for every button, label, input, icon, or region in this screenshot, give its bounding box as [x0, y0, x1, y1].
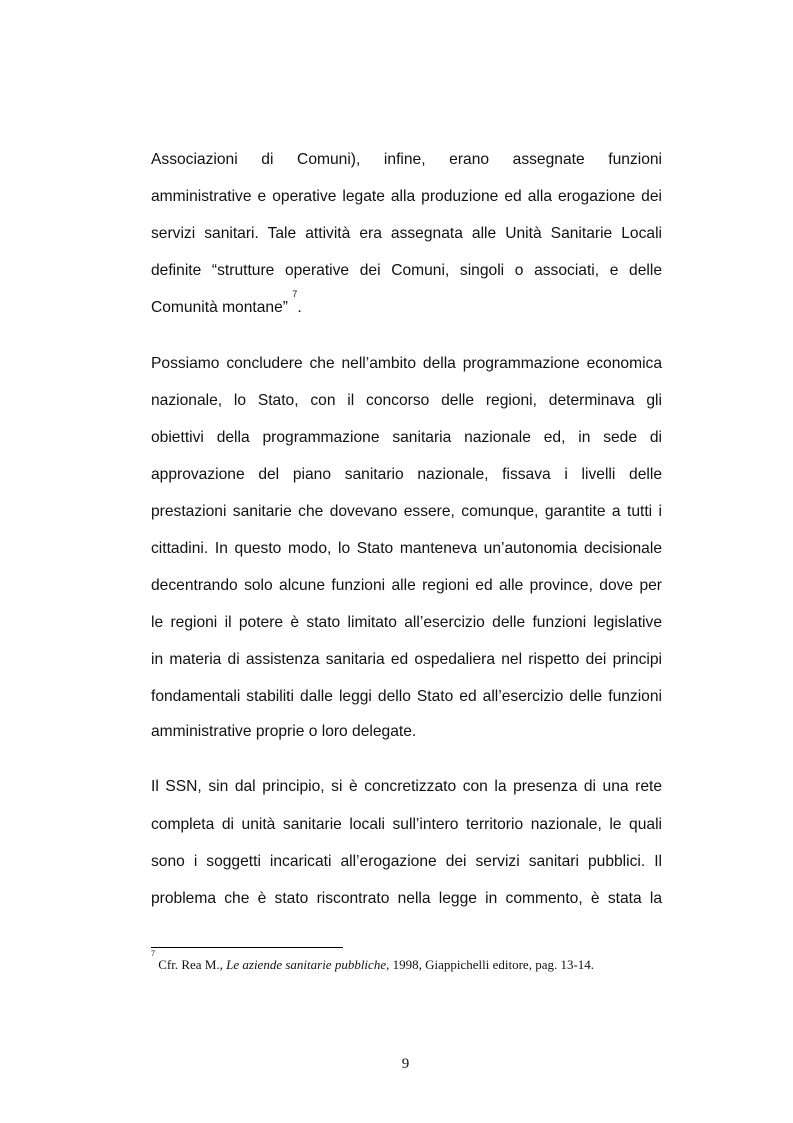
paragraph-1-line-5-text: Comunità montane”	[151, 299, 288, 316]
paragraph-2-line-1: Possiamo concludere che nell’ambito della programmazione economica	[151, 355, 662, 372]
paragraph-2-line-11: amministrative proprie o loro delegate.	[151, 723, 417, 740]
paragraph-2-line-10: fondamentali stabiliti dalle leggi dello Stato ed all’esercizio delle funzioni	[151, 688, 662, 705]
paragraph-1-line-2: amministrative e operative legate alla produzione ed alla erogazione dei	[151, 188, 662, 205]
paragraph-1-line-1: Associazioni di Comuni), infine, erano assegnate funzioni	[151, 151, 662, 168]
footnote-title: Le aziende sanitarie pubbliche	[226, 957, 387, 972]
paragraph-2-line-2: nazionale, lo Stato, con il concorso delle regioni, determinava gli	[151, 392, 662, 409]
paragraph-2-line-3: obiettivi della programmazione sanitaria nazionale ed, in sede di	[151, 429, 662, 446]
paragraph-2-line-7: decentrando solo alcune funzioni alle regioni ed alle province, dove per	[151, 577, 662, 594]
footnote	[151, 949, 595, 973]
footnote-separator	[151, 947, 343, 948]
paragraph-2-line-8: le regioni il potere è stato limitato all’esercizio delle funzioni legislative	[151, 614, 662, 631]
paragraph-3-line-1: Il SSN, sin dal principio, si è concretizzato con la presenza di una rete	[151, 778, 662, 795]
paragraph-2-line-9: in materia di assistenza sanitaria ed ospedaliera nel rispetto dei principi	[151, 651, 662, 668]
footnote-reference: 7	[292, 289, 298, 299]
paragraph-2-line-5: prestazioni sanitarie che dovevano essere, comunque, garantite a tutti i	[151, 503, 662, 520]
footnote-suffix: , 1998, Giappichelli editore, pag. 13-14.	[386, 957, 595, 972]
paragraph-3-line-3: sono i soggetti incaricati all’erogazione dei servizi sanitari pubblici. Il	[151, 853, 662, 870]
footnote-prefix: Cfr. Rea M.,	[155, 957, 227, 972]
paragraph-2-line-4: approvazione del piano sanitario nazionale, fissava i livelli delle	[151, 466, 662, 483]
paragraph-1-end-punctuation: .	[297, 299, 302, 316]
paragraph-3-line-4: problema che è stato riscontrato nella legge in commento, è stata la	[151, 890, 662, 907]
paragraph-1-line-3: servizi sanitari. Tale attività era assegnata alle Unità Sanitarie Locali	[151, 225, 662, 242]
paragraph-2-line-6: cittadini. In questo modo, lo Stato manteneva un’autonomia decisionale	[151, 540, 662, 557]
paragraph-1-line-4: definite “strutture operative dei Comuni, singoli o associati, e delle	[151, 262, 662, 279]
paragraph-3-line-2: completa di unità sanitarie locali sull’intero territorio nazionale, le quali	[151, 816, 662, 833]
footnote-number: 7	[151, 949, 155, 958]
page-number: 9	[401, 1056, 410, 1072]
paragraph-1-line-5	[151, 289, 662, 318]
